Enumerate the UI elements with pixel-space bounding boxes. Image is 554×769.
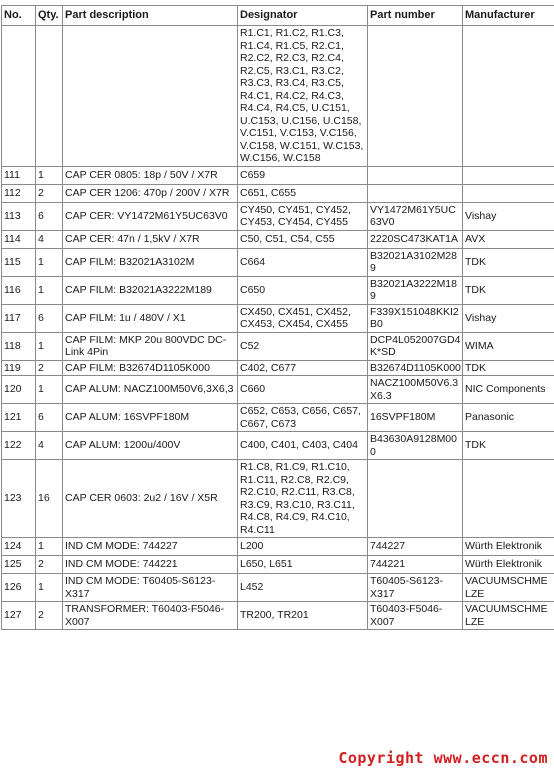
copyright-watermark: Copyright www.eccn.com: [338, 749, 548, 767]
header-part-description: Part description: [63, 6, 238, 26]
cell-qty: 6: [36, 404, 63, 432]
cell-no: 118: [2, 332, 36, 360]
cell-manufacturer: TDK: [463, 360, 554, 376]
cell-part-number: B32021A3222M189: [368, 276, 463, 304]
cell-no: 116: [2, 276, 36, 304]
header-row: [2, 6, 554, 26]
header-qty: Qty.: [36, 6, 63, 26]
table-row: [2, 166, 554, 184]
cell-designator: R1.C1, R1.C2, R1.C3, R1.C4, R1.C5, R2.C1, R2.C2, R2.C3, R2.C4, R2.C5, R3.C1, R3.C2, R3.C3, R3.C4, R3.C5, R4.C1, R4.C2, R4.C3, R4.C4, R4.C5, U.C151, U.C153, U.C156, U.C158, V.C151, V.C153, V.C156, V.C158, W.C151, W.C153, W.C156, W.C158: [238, 26, 368, 167]
table-row: [2, 432, 554, 460]
bom-header: [2, 6, 554, 26]
cell-no: 120: [2, 376, 36, 404]
cell-part-number: T60403-F5046-X007: [368, 602, 463, 630]
cell-manufacturer: VACUUMSCHMELZE: [463, 602, 554, 630]
table-row: [2, 248, 554, 276]
cell-no: 111: [2, 166, 36, 184]
cell-manufacturer: VACUUMSCHMELZE: [463, 574, 554, 602]
bom-body: [2, 26, 554, 630]
cell-description: CAP FILM: 1u / 480V / X1: [63, 304, 238, 332]
cell-qty: 1: [36, 574, 63, 602]
cell-part-number: B32021A3102M289: [368, 248, 463, 276]
cell-qty: 6: [36, 202, 63, 230]
table-row: [2, 276, 554, 304]
table-row: [2, 538, 554, 556]
cell-no: 121: [2, 404, 36, 432]
cell-part-number: VY1472M61Y5UC63V0: [368, 202, 463, 230]
header-designator: Designator: [238, 6, 368, 26]
cell-manufacturer: TDK: [463, 248, 554, 276]
cell-qty: 1: [36, 332, 63, 360]
cell-manufacturer: [463, 166, 554, 184]
cell-manufacturer: WIMA: [463, 332, 554, 360]
cell-part-number: 16SVPF180M: [368, 404, 463, 432]
cell-qty: 2: [36, 184, 63, 202]
cell-qty: 1: [36, 248, 63, 276]
cell-qty: 2: [36, 602, 63, 630]
cell-description: TRANSFORMER: T60403-F5046-X007: [63, 602, 238, 630]
table-row: [2, 184, 554, 202]
cell-designator: C400, C401, C403, C404: [238, 432, 368, 460]
table-row: [2, 26, 554, 167]
cell-designator: CX450, CX451, CX452, CX453, CX454, CX455: [238, 304, 368, 332]
header-part-number: Part number: [368, 6, 463, 26]
cell-no: 117: [2, 304, 36, 332]
cell-qty: 1: [36, 166, 63, 184]
cell-description: CAP ALUM: 16SVPF180M: [63, 404, 238, 432]
cell-no: 123: [2, 460, 36, 538]
cell-no: 124: [2, 538, 36, 556]
cell-qty: 4: [36, 230, 63, 248]
cell-designator: C651, C655: [238, 184, 368, 202]
cell-qty: 16: [36, 460, 63, 538]
cell-part-number: [368, 460, 463, 538]
cell-part-number: 744221: [368, 556, 463, 574]
table-row: [2, 304, 554, 332]
cell-no: 126: [2, 574, 36, 602]
cell-part-number: F339X151048KKI2B0: [368, 304, 463, 332]
cell-manufacturer: Würth Elektronik: [463, 538, 554, 556]
cell-no: 119: [2, 360, 36, 376]
cell-description: CAP FILM: B32021A3222M189: [63, 276, 238, 304]
cell-qty: 1: [36, 538, 63, 556]
cell-part-number: NACZ100M50V6.3X6.3: [368, 376, 463, 404]
cell-designator: C402, C677: [238, 360, 368, 376]
cell-description: CAP CER 0805: 18p / 50V / X7R: [63, 166, 238, 184]
cell-part-number: [368, 184, 463, 202]
cell-designator: C659: [238, 166, 368, 184]
cell-designator: C652, C653, C656, C657, C667, C673: [238, 404, 368, 432]
cell-designator: L650, L651: [238, 556, 368, 574]
cell-description: CAP ALUM: NACZ100M50V6,3X6,3: [63, 376, 238, 404]
table-row: [2, 574, 554, 602]
table-row: [2, 602, 554, 630]
table-row: [2, 360, 554, 376]
cell-qty: 2: [36, 360, 63, 376]
cell-description: IND CM MODE: 744227: [63, 538, 238, 556]
cell-designator: C650: [238, 276, 368, 304]
cell-designator: R1.C8, R1.C9, R1.C10, R1.C11, R2.C8, R2.C9, R2.C10, R2.C11, R3.C8, R3.C9, R3.C10, R3.C11, R4.C8, R4.C9, R4.C10, R4.C11: [238, 460, 368, 538]
cell-manufacturer: TDK: [463, 276, 554, 304]
cell-no: [2, 26, 36, 167]
cell-designator: L452: [238, 574, 368, 602]
cell-qty: [36, 26, 63, 167]
cell-qty: 1: [36, 276, 63, 304]
cell-designator: C660: [238, 376, 368, 404]
table-row: [2, 376, 554, 404]
cell-manufacturer: Vishay: [463, 304, 554, 332]
cell-qty: 4: [36, 432, 63, 460]
cell-manufacturer: [463, 460, 554, 538]
cell-part-number: 2220SC473KAT1A: [368, 230, 463, 248]
cell-part-number: B43630A9128M000: [368, 432, 463, 460]
cell-part-number: DCP4L052007GD4K*SD: [368, 332, 463, 360]
table-row: [2, 230, 554, 248]
cell-manufacturer: NIC Components: [463, 376, 554, 404]
cell-description: CAP CER: 47n / 1,5kV / X7R: [63, 230, 238, 248]
cell-designator: L200: [238, 538, 368, 556]
cell-description: IND CM MODE: 744221: [63, 556, 238, 574]
header-no: No.: [2, 6, 36, 26]
cell-description: CAP CER: VY1472M61Y5UC63V0: [63, 202, 238, 230]
cell-qty: 2: [36, 556, 63, 574]
cell-description: CAP CER 1206: 470p / 200V / X7R: [63, 184, 238, 202]
cell-manufacturer: TDK: [463, 432, 554, 460]
table-row: [2, 460, 554, 538]
cell-manufacturer: Vishay: [463, 202, 554, 230]
cell-no: 127: [2, 602, 36, 630]
cell-part-number: T60405-S6123-X317: [368, 574, 463, 602]
cell-no: 114: [2, 230, 36, 248]
header-manufacturer: Manufacturer: [463, 6, 554, 26]
cell-no: 125: [2, 556, 36, 574]
cell-qty: 6: [36, 304, 63, 332]
cell-part-number: [368, 166, 463, 184]
cell-qty: 1: [36, 376, 63, 404]
cell-designator: C52: [238, 332, 368, 360]
cell-designator: C664: [238, 248, 368, 276]
table-row: [2, 404, 554, 432]
cell-description: [63, 26, 238, 167]
cell-manufacturer: AVX: [463, 230, 554, 248]
cell-description: CAP FILM: B32021A3102M: [63, 248, 238, 276]
cell-no: 122: [2, 432, 36, 460]
cell-manufacturer: [463, 184, 554, 202]
cell-manufacturer: Panasonic: [463, 404, 554, 432]
cell-part-number: [368, 26, 463, 167]
cell-manufacturer: [463, 26, 554, 167]
cell-description: IND CM MODE: T60405-S6123-X317: [63, 574, 238, 602]
cell-designator: CY450, CY451, CY452, CY453, CY454, CY455: [238, 202, 368, 230]
cell-description: CAP CER 0603: 2u2 / 16V / X5R: [63, 460, 238, 538]
cell-part-number: B32674D1105K000: [368, 360, 463, 376]
cell-no: 115: [2, 248, 36, 276]
cell-description: CAP FILM: MKP 20u 800VDC DC-Link 4Pin: [63, 332, 238, 360]
table-row: [2, 202, 554, 230]
cell-no: 112: [2, 184, 36, 202]
cell-description: CAP FILM: B32674D1105K000: [63, 360, 238, 376]
cell-description: CAP ALUM: 1200u/400V: [63, 432, 238, 460]
bom-table: [1, 5, 554, 630]
cell-designator: TR200, TR201: [238, 602, 368, 630]
cell-manufacturer: Würth Elektronik: [463, 556, 554, 574]
cell-designator: C50, C51, C54, C55: [238, 230, 368, 248]
table-row: [2, 556, 554, 574]
cell-part-number: 744227: [368, 538, 463, 556]
table-row: [2, 332, 554, 360]
cell-no: 113: [2, 202, 36, 230]
